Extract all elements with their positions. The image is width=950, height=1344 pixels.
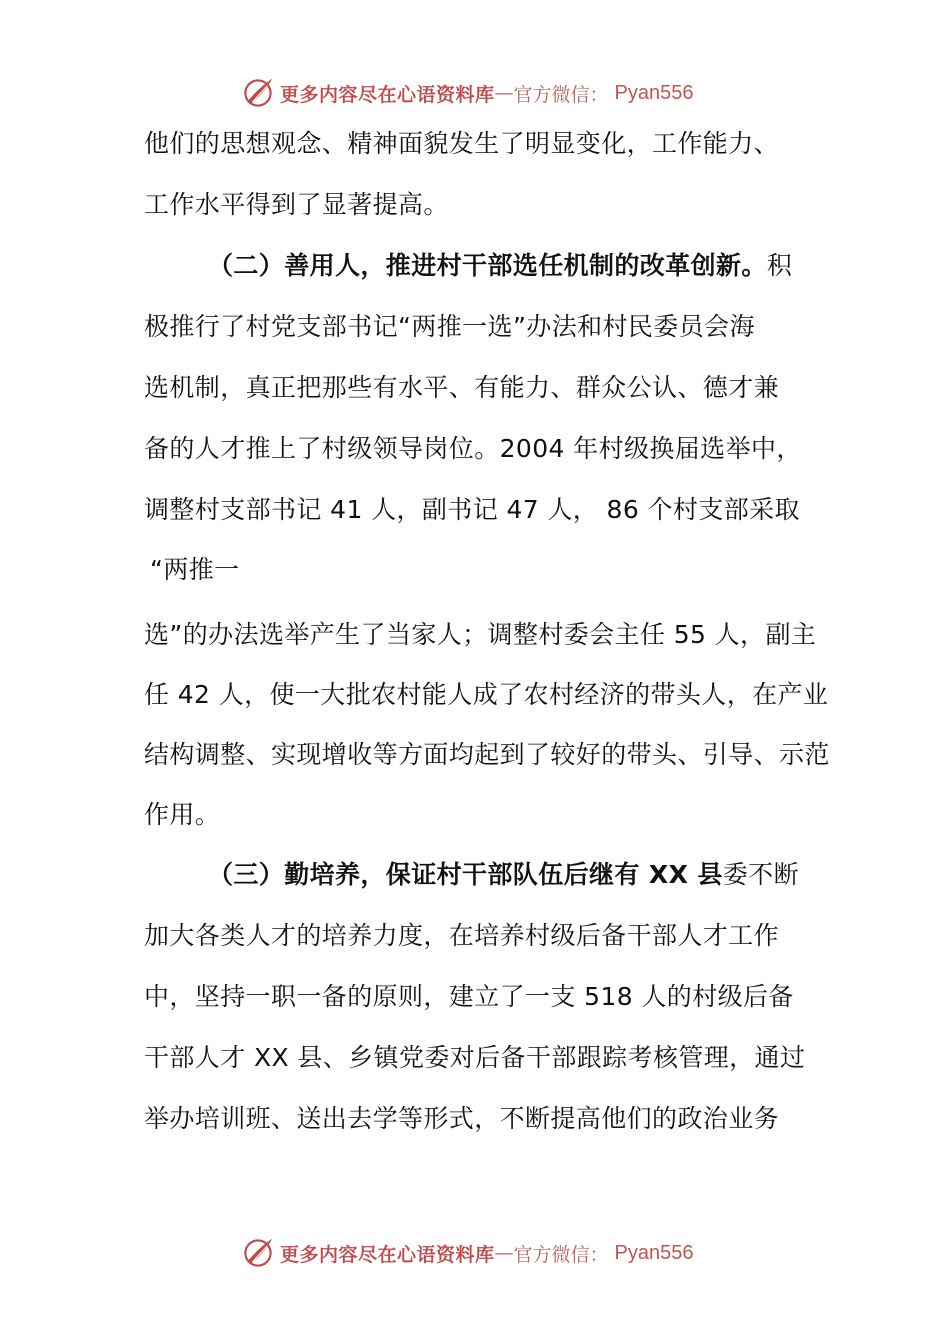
- text-line-8: “两推一: [150, 555, 240, 584]
- text-line-7: 调整村支部书记 41 人，副书记 47 人， 86 个村支部采取: [144, 495, 800, 524]
- text-line-10: 任 42 人，使一大批农村能人成了农村经济的带头人，在产业: [144, 680, 829, 709]
- watermark-wechat-id: Pyan556: [614, 81, 694, 104]
- text-line-9: 选”的办法选举产生了当家人；调整村委会主任 55 人，副主: [144, 620, 817, 649]
- section-heading-2: （二）善用人，推进村干部选任机制的改革创新。积: [208, 251, 793, 280]
- text-line-17: 举办培训班、送出去学等形式，不断提高他们的政治业务: [144, 1104, 780, 1133]
- watermark-label: 官方微信：: [513, 1243, 609, 1266]
- watermark-site-text: 更多内容尽在心语资料库: [280, 1243, 495, 1266]
- text-line-12: 作用。: [144, 800, 221, 829]
- watermark-label: 官方微信：: [513, 83, 609, 106]
- watermark-dash: —: [494, 1242, 514, 1264]
- section-heading-3-bold: （三）勤培养，保证村干部队伍后继有 XX 县: [208, 860, 723, 889]
- text-line-14: 加大各类人才的培养力度，在培养村级后备干部人才工作: [144, 921, 780, 950]
- text-line-16: 干部人才 XX 县、乡镇党委对后备干部跟踪考核管理，通过: [144, 1043, 806, 1072]
- footer-watermark: [240, 1233, 694, 1273]
- header-watermark: [240, 73, 694, 113]
- section-heading-2-bold: （二）善用人，推进村干部选任机制的改革创新。: [208, 251, 767, 280]
- watermark-site-text: 更多内容尽在心语资料库: [280, 83, 495, 106]
- text-line-11: 结构调整、实现增收等方面均起到了较好的带头、引导、示范: [144, 740, 830, 769]
- watermark-dash: —: [494, 82, 514, 104]
- text-line-15: 中，坚持一职一备的原则，建立了一支 518 人的村级后备: [144, 982, 794, 1011]
- feather-logo-icon: [240, 1235, 276, 1271]
- text-line-5: 选机制，真正把那些有水平、有能力、群众公认、德才兼: [144, 373, 780, 402]
- text-line-6: 备的人才推上了村级领导岗位。2004 年村级换届选举中，: [144, 434, 802, 463]
- text-line-1: 他们的思想观念、精神面貌发生了明显变化，工作能力、: [144, 129, 780, 158]
- feather-logo-icon: [240, 75, 276, 111]
- text-line-4: 极推行了村党支部书记“两推一选”办法和村民委员会海: [144, 312, 755, 341]
- watermark-wechat-id: Pyan556: [614, 1241, 694, 1264]
- text-line-2: 工作水平得到了显著提高。: [144, 190, 449, 219]
- section-heading-3: （三）勤培养，保证村干部队伍后继有 XX 县委不断: [208, 860, 799, 889]
